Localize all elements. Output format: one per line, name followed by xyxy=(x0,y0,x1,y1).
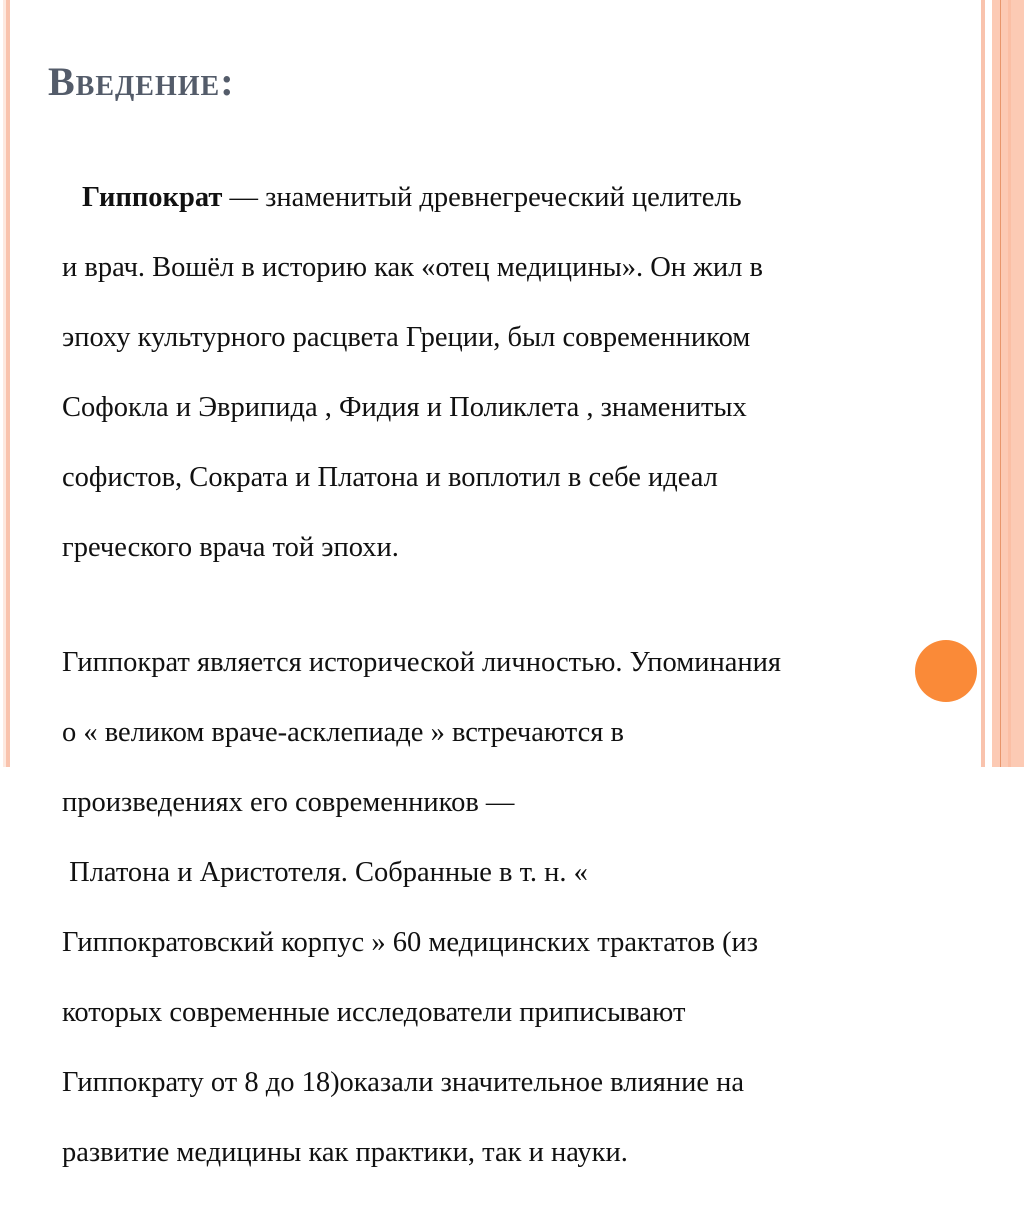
paragraph-line: Гиппократовский корпус » 60 медицинских трактатов (из xyxy=(62,927,759,958)
paragraph-line: софистов, Сократа и Платона и воплотил в себе идеал xyxy=(62,462,718,493)
paragraph-line: эпоху культурного расцвета Греции, был современником xyxy=(62,322,751,353)
paragraph-line: Гиппократу от 8 до 18)оказали значительное влияние на xyxy=(62,1067,745,1098)
slide-title: Введение: xyxy=(48,59,235,104)
orange-circle-icon xyxy=(915,640,977,702)
paragraph-line: Софокла и Эврипида , Фидия и Поликлета , знаменитых xyxy=(62,392,747,423)
line-text: — знаменитый древнегреческий целитель xyxy=(222,182,742,213)
paragraph-line: произведениях его современников — xyxy=(62,787,515,818)
paragraph-line xyxy=(82,180,942,215)
bold-lead-term: Гиппократ xyxy=(82,182,223,213)
right-border-thin-stripe xyxy=(981,0,985,767)
paragraph-line: которых современные исследователи приписывают xyxy=(62,997,686,1028)
paragraph-line: Гиппократ является исторической личностью. Упоминания xyxy=(62,647,782,678)
left-border-stripe xyxy=(6,0,10,767)
paragraph-line: и врач. Вошёл в историю как «отец медицины». Он жил в xyxy=(62,252,763,283)
paragraph-history xyxy=(62,610,942,1205)
right-border-mid-stripe xyxy=(1008,0,1011,767)
paragraph-line: о « великом враче-асклепиаде » встречаются в xyxy=(62,717,624,748)
paragraph-intro xyxy=(62,145,942,600)
paragraph-line: развитие медицины как практики, так и науки. xyxy=(62,1137,628,1168)
paragraph-line: греческого врача той эпохи. xyxy=(62,532,399,563)
right-border-dark-line xyxy=(1000,0,1001,767)
slide-body xyxy=(62,145,942,1215)
paragraph-line: Платона и Аристотеля. Собранные в т. н. « xyxy=(62,857,588,888)
